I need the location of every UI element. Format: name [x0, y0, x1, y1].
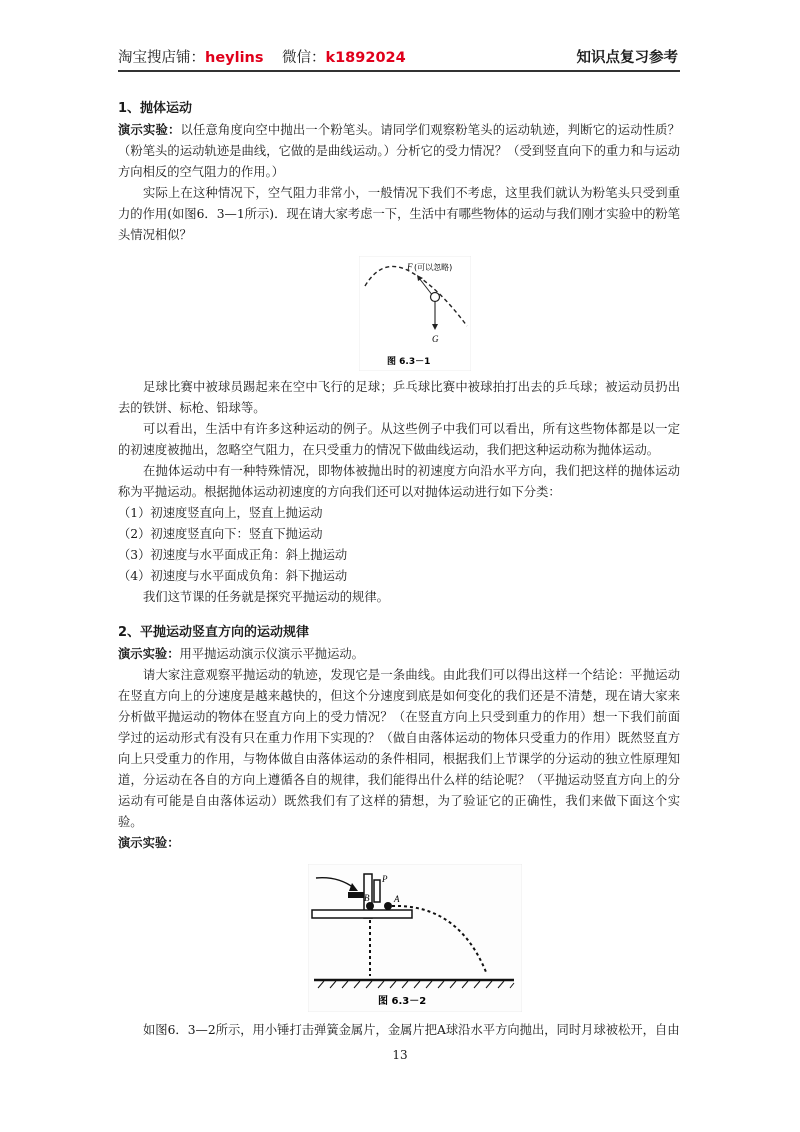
s1-paragraph-4: 在抛体运动中有一种特殊情况，即物体被抛出时的初速度方向沿水平方向，我们把这样的抛体运动称为平抛运动。根据抛体运动初速度的方向我们还可以对抛体运动进行如下分类：: [118, 464, 680, 499]
shop-label: 淘宝搜店铺：: [118, 50, 205, 66]
s2-demo: [118, 644, 680, 665]
chalk-ball: [431, 293, 440, 302]
apparatus-base: [312, 910, 412, 918]
page-header: [118, 46, 678, 68]
figure-6-3-1: [359, 256, 471, 371]
figure-1-caption: 图 6.3－1: [387, 357, 431, 367]
list-item: （2）初速度竖直向下：竖直下抛运动: [118, 527, 323, 541]
label-b: B: [364, 893, 370, 903]
figure-frame: [308, 864, 522, 1012]
section-2-heading: 2、平抛运动竖直方向的运动规律: [118, 625, 310, 640]
figure-2-caption: 图 6.3－2: [378, 996, 427, 1007]
wechat-id: k1892024: [325, 50, 406, 66]
ball-b: [366, 902, 374, 910]
s1-paragraph-3: 可以看出，生活中有许多这种运动的例子。从这些例子中我们可以看出，所有这些物体都是以一定的初速度被抛出，忽略空气阻力，在只受重力的情况下做曲线运动，我们把这种运动称为抛体运动。: [118, 422, 680, 457]
force-note: (可以忽略): [414, 263, 453, 272]
s1-paragraph-2: 足球比赛中被球员踢起来在空中飞行的足球；乒乓球比赛中被球拍打出去的乒乓球；被运动员扔出去的铁饼、标枪、铅球等。: [118, 380, 680, 415]
gravity-label-g: G: [432, 334, 439, 344]
hammer-head: [348, 892, 364, 898]
page-number: 13: [392, 1048, 408, 1062]
list-item: （1）初速度竖直向上，竖直上抛运动: [118, 506, 323, 520]
section-1-heading: 1、抛体运动: [118, 101, 193, 116]
list-item: （3）初速度与水平面成正角：斜上抛运动: [118, 548, 348, 562]
s2-paragraph-2: 如图6．3—2所示，用小锤打击弹簧金属片，金属片把A球沿水平方向抛出，同时月球被松开，自由: [143, 1023, 680, 1037]
header-divider: [118, 70, 680, 72]
wechat-label: 微信：: [281, 50, 326, 66]
label-a: A: [394, 894, 400, 904]
spring-plate: [374, 880, 380, 902]
s1-demo: [118, 120, 680, 183]
demo-label: 演示实验：: [118, 647, 180, 661]
s2-demo-label-2: 演示实验：: [118, 836, 180, 850]
s1-paragraph-1: 实际上在这种情况下，空气阻力非常小，一般情况下我们不考虑，这里我们就认为粉笔头只受到重力的作用(如图6．3—1所示)．现在请大家考虑一下，生活中有哪些物体的运动与我们刚才实验中的粉笔头情况相似？: [118, 186, 680, 242]
demo-text: 用平抛运动演示仪演示平抛运动。: [179, 647, 364, 661]
demo-label: 演示实验：: [118, 123, 181, 137]
list-item: （4）初速度与水平面成负角：斜下抛运动: [118, 569, 348, 583]
force-label-f: F: [407, 262, 413, 272]
label-p: P: [382, 874, 388, 884]
header-title: 知识点复习参考: [576, 50, 678, 66]
s2-paragraph-1: 请大家注意观察平抛运动的轨迹，发现它是一条曲线。由此我们可以得出这样一个结论：平抛运动在竖直方向上的分速度是越来越快的，但这个分速度到底是如何变化的我们还是不清楚，现在请大家来分析做平抛运动的物体在竖直方向上的受力情况？（在竖直方向上只受到重力的作用）想一下我们前面学过的运动形式有没有只在重力作用下实现的？（做自由落体运动的物体只受重力的作用）既然竖直方向上只受重力的作用，与物体做自由落体运动的条件相同，根据我们上节课学的分运动的独立性原理知道，分运动在各自的方向上遵循各自的规律，我们能得出什么样的结论呢？（平抛运动竖直方向上的分运动有可能是自由落体运动）既然我们有了这样的猜想，为了验证它的正确性，我们来做下面这个实验。: [118, 668, 680, 829]
page-content: [118, 98, 680, 1041]
figure-6-3-2: [308, 864, 522, 1012]
demo-text: 以任意角度向空中抛出一个粉笔头。请同学们观察粉笔头的运动轨迹，判断它的运动性质？（粉笔头的运动轨迹是曲线，它做的是曲线运动。）分析它的受力情况？（受到竖直向下的重力和与运动方向相反的空气阻力的作用。）: [118, 123, 680, 179]
s1-paragraph-5: 我们这节课的任务就是探究平抛运动的规律。: [143, 590, 389, 604]
shop-info: [118, 46, 406, 67]
shop-name: heylins: [205, 50, 264, 66]
ball-a: [384, 902, 392, 910]
